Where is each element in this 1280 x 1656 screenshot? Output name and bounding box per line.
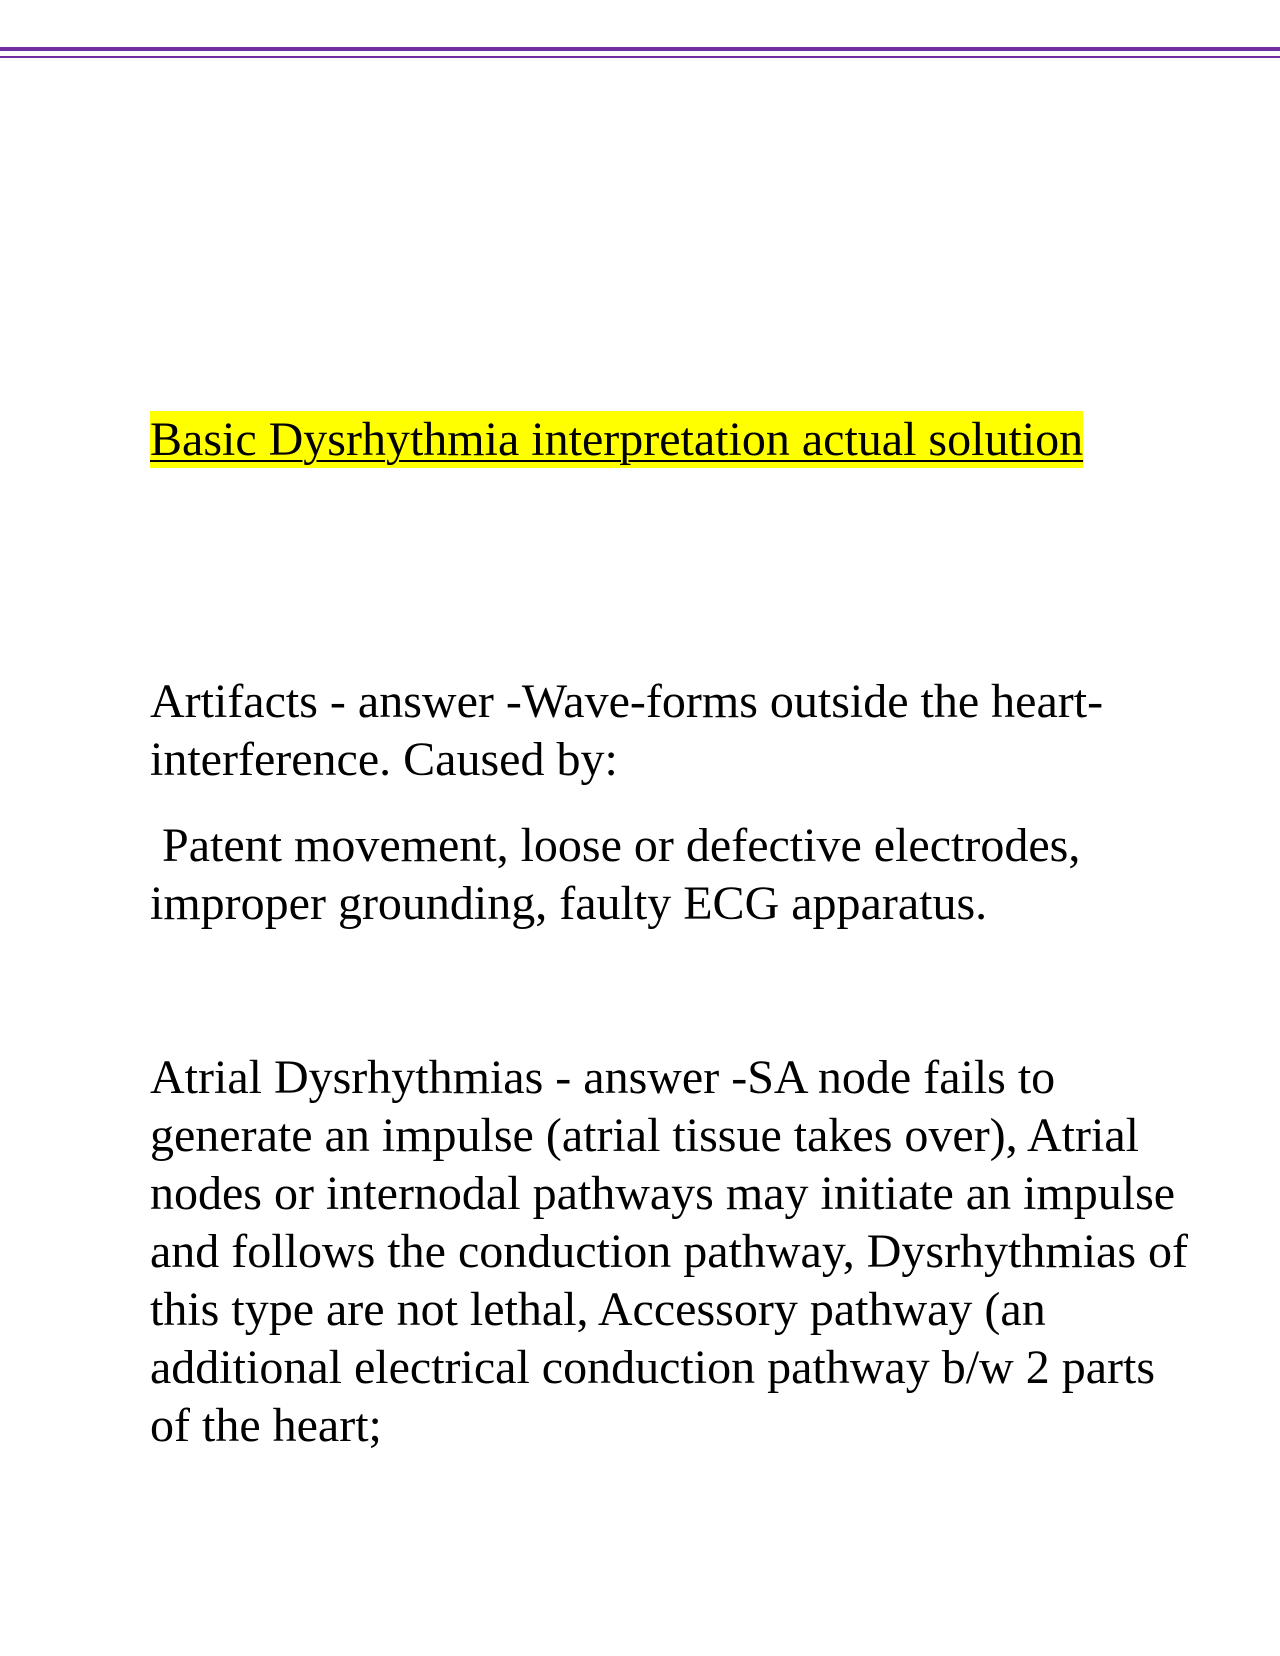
document-title	[150, 410, 1083, 470]
header-rule	[0, 47, 1280, 51]
header-rule-thin	[0, 56, 1280, 58]
paragraph-artifacts: Artifacts - answer -Wave-forms outside the heart-interference. Caused by:	[150, 675, 1104, 786]
paragraph-artifact-causes: Patent movement, loose or defective electrodes, improper grounding, faulty ECG apparatus.	[150, 819, 1093, 930]
document-title-text: Basic Dysrhythmia interpretation actual solution	[150, 413, 1084, 466]
paragraph-atrial-dysrhythmias: Atrial Dysrhythmias - answer -SA node fails to generate an impulse (atrial tissue takes over), Atrial nodes or internodal pathways may initiate an impulse and follows the conduction pathway, Dysrhythmias of this type are not lethal, Accessory pathway (an additional electrical conduction pathway b/w 2 parts of the heart;	[150, 1051, 1189, 1452]
